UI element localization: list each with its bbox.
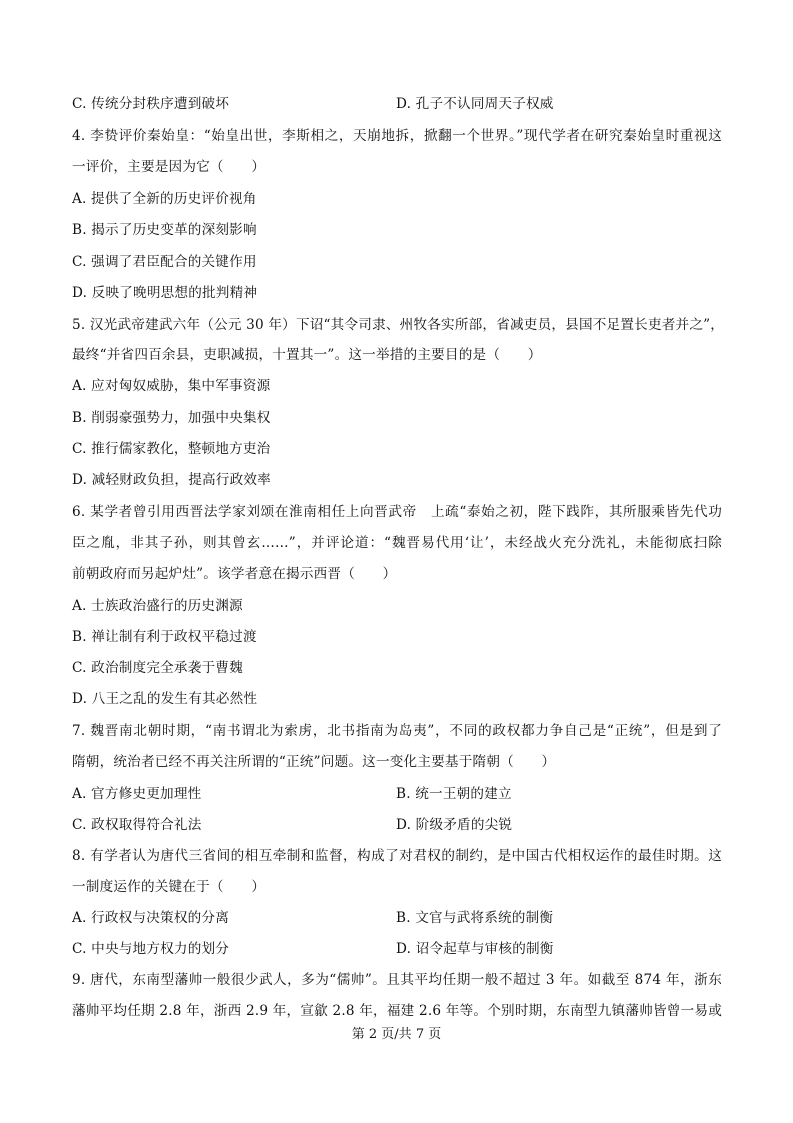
q4-option-a: A. 提供了全新的历史评价视角 [72,191,257,207]
q7-option-d: D. 阶级矛盾的尖锐 [396,817,513,833]
q5-stem-line2: 最终“并省四百余县，吏职减损，十置其一”。这一举措的主要目的是（ ） [72,347,542,363]
q6-option-a: A. 士族政治盛行的历史渊源 [72,598,243,614]
q6-option-b: B. 禅让制有利于政权平稳过渡 [72,629,257,645]
q5-option-c: C. 推行儒家教化，整顿地方吏治 [72,441,271,457]
q3-options-row [72,94,722,114]
q4-stem-line1: 4. 李贽评价秦始皇：“始皇出世，李斯相之，天崩地拆，掀翻一个世界。”现代学者在研究秦始皇时重视这 [72,128,722,144]
q7-options-row1 [72,784,722,804]
q8-option-a: A. 行政权与决策权的分离 [72,910,229,926]
q5-option-d: D. 减轻财政负担，提高行政效率 [72,472,271,488]
q4-option-b: B. 揭示了历史变革的深刻影响 [72,222,257,238]
q6-stem-line1: 6. 某学者曾引用西晋法学家刘颂在淮南相任上向晋武帝 上疏“泰始之初，陛下践阼，其所服乘皆先代功 [72,504,722,520]
q7-stem-line1: 7. 魏晋南北朝时期，“南书谓北为索虏，北书指南为岛夷”，不同的政权都力争自己是“正统”，但是到了 [72,723,722,739]
q4-option-d: D. 反映了晚明思想的批判精神 [72,285,258,301]
q4-option-c: C. 强调了君臣配合的关键作用 [72,254,257,270]
q8-option-c: C. 中央与地方权力的划分 [72,941,230,957]
q6-option-d: D. 八王之乱的发生有其必然性 [72,691,258,707]
q8-stem-line1: 8. 有学者认为唐代三省间的相互牵制和监督，构成了对君权的制约，是中国古代相权运作的最佳时期。这 [72,848,722,864]
q3-option-d: D. 孔子不认同周天子权威 [396,96,554,112]
q3-option-c: C. 传统分封秩序遭到破坏 [72,96,230,112]
q5-option-a: A. 应对匈奴威胁，集中军事资源 [72,378,271,394]
q6-stem-line2: 臣之胤，非其子孙，则其曾玄……”，并评论道：“魏晋易代用‘让’，未经战火充分洗礼，未能彻底扫除 [72,535,722,551]
q8-options-row1 [72,908,722,928]
q7-stem-line2: 隋朝，统治者已经不再关注所谓的“正统”问题。这一变化主要基于隋朝（ ） [72,754,556,770]
q6-stem-line3: 前朝政府而另起炉灶”。该学者意在揭示西晋（ ） [72,566,397,582]
q8-option-b: B. 文官与武将系统的制衡 [396,910,554,926]
q7-option-c: C. 政权取得符合礼法 [72,817,202,833]
page-footer: 第 2 页/共 7 页 [351,1027,442,1042]
q5-stem-line1: 5. 汉光武帝建武六年（公元 30 年）下诏“其令司隶、州牧各实所部，省减吏员，县国不足置长吏者并之”， [72,317,725,333]
q9-stem-line2: 藩帅平均任期 2.8 年，浙西 2.9 年，宣歙 2.8 年，福建 2.6 年等。个别时期，东南型九镇藩帅皆曾一易或 [72,1003,722,1019]
q8-options-row2 [72,939,722,959]
q7-option-b: B. 统一王朝的建立 [396,786,512,802]
q8-stem-line2: 一制度运作的关键在于（ ） [72,879,266,895]
q6-option-c: C. 政治制度完全承袭于曹魏 [72,660,243,676]
q8-option-d: D. 诏令起草与审核的制衡 [396,941,554,957]
q7-option-a: A. 官方修史更加理性 [72,786,202,802]
q7-options-row2 [72,815,722,835]
q4-stem-line2: 一评价，主要是因为它（ ） [72,159,266,175]
q5-option-b: B. 削弱豪强势力，加强中央集权 [72,410,271,426]
q9-stem-line1: 9. 唐代，东南型藩帅一般很少武人，多为“儒帅”。且其平均任期一般不超过 3 年。如截至 874 年，浙东 [72,972,722,988]
